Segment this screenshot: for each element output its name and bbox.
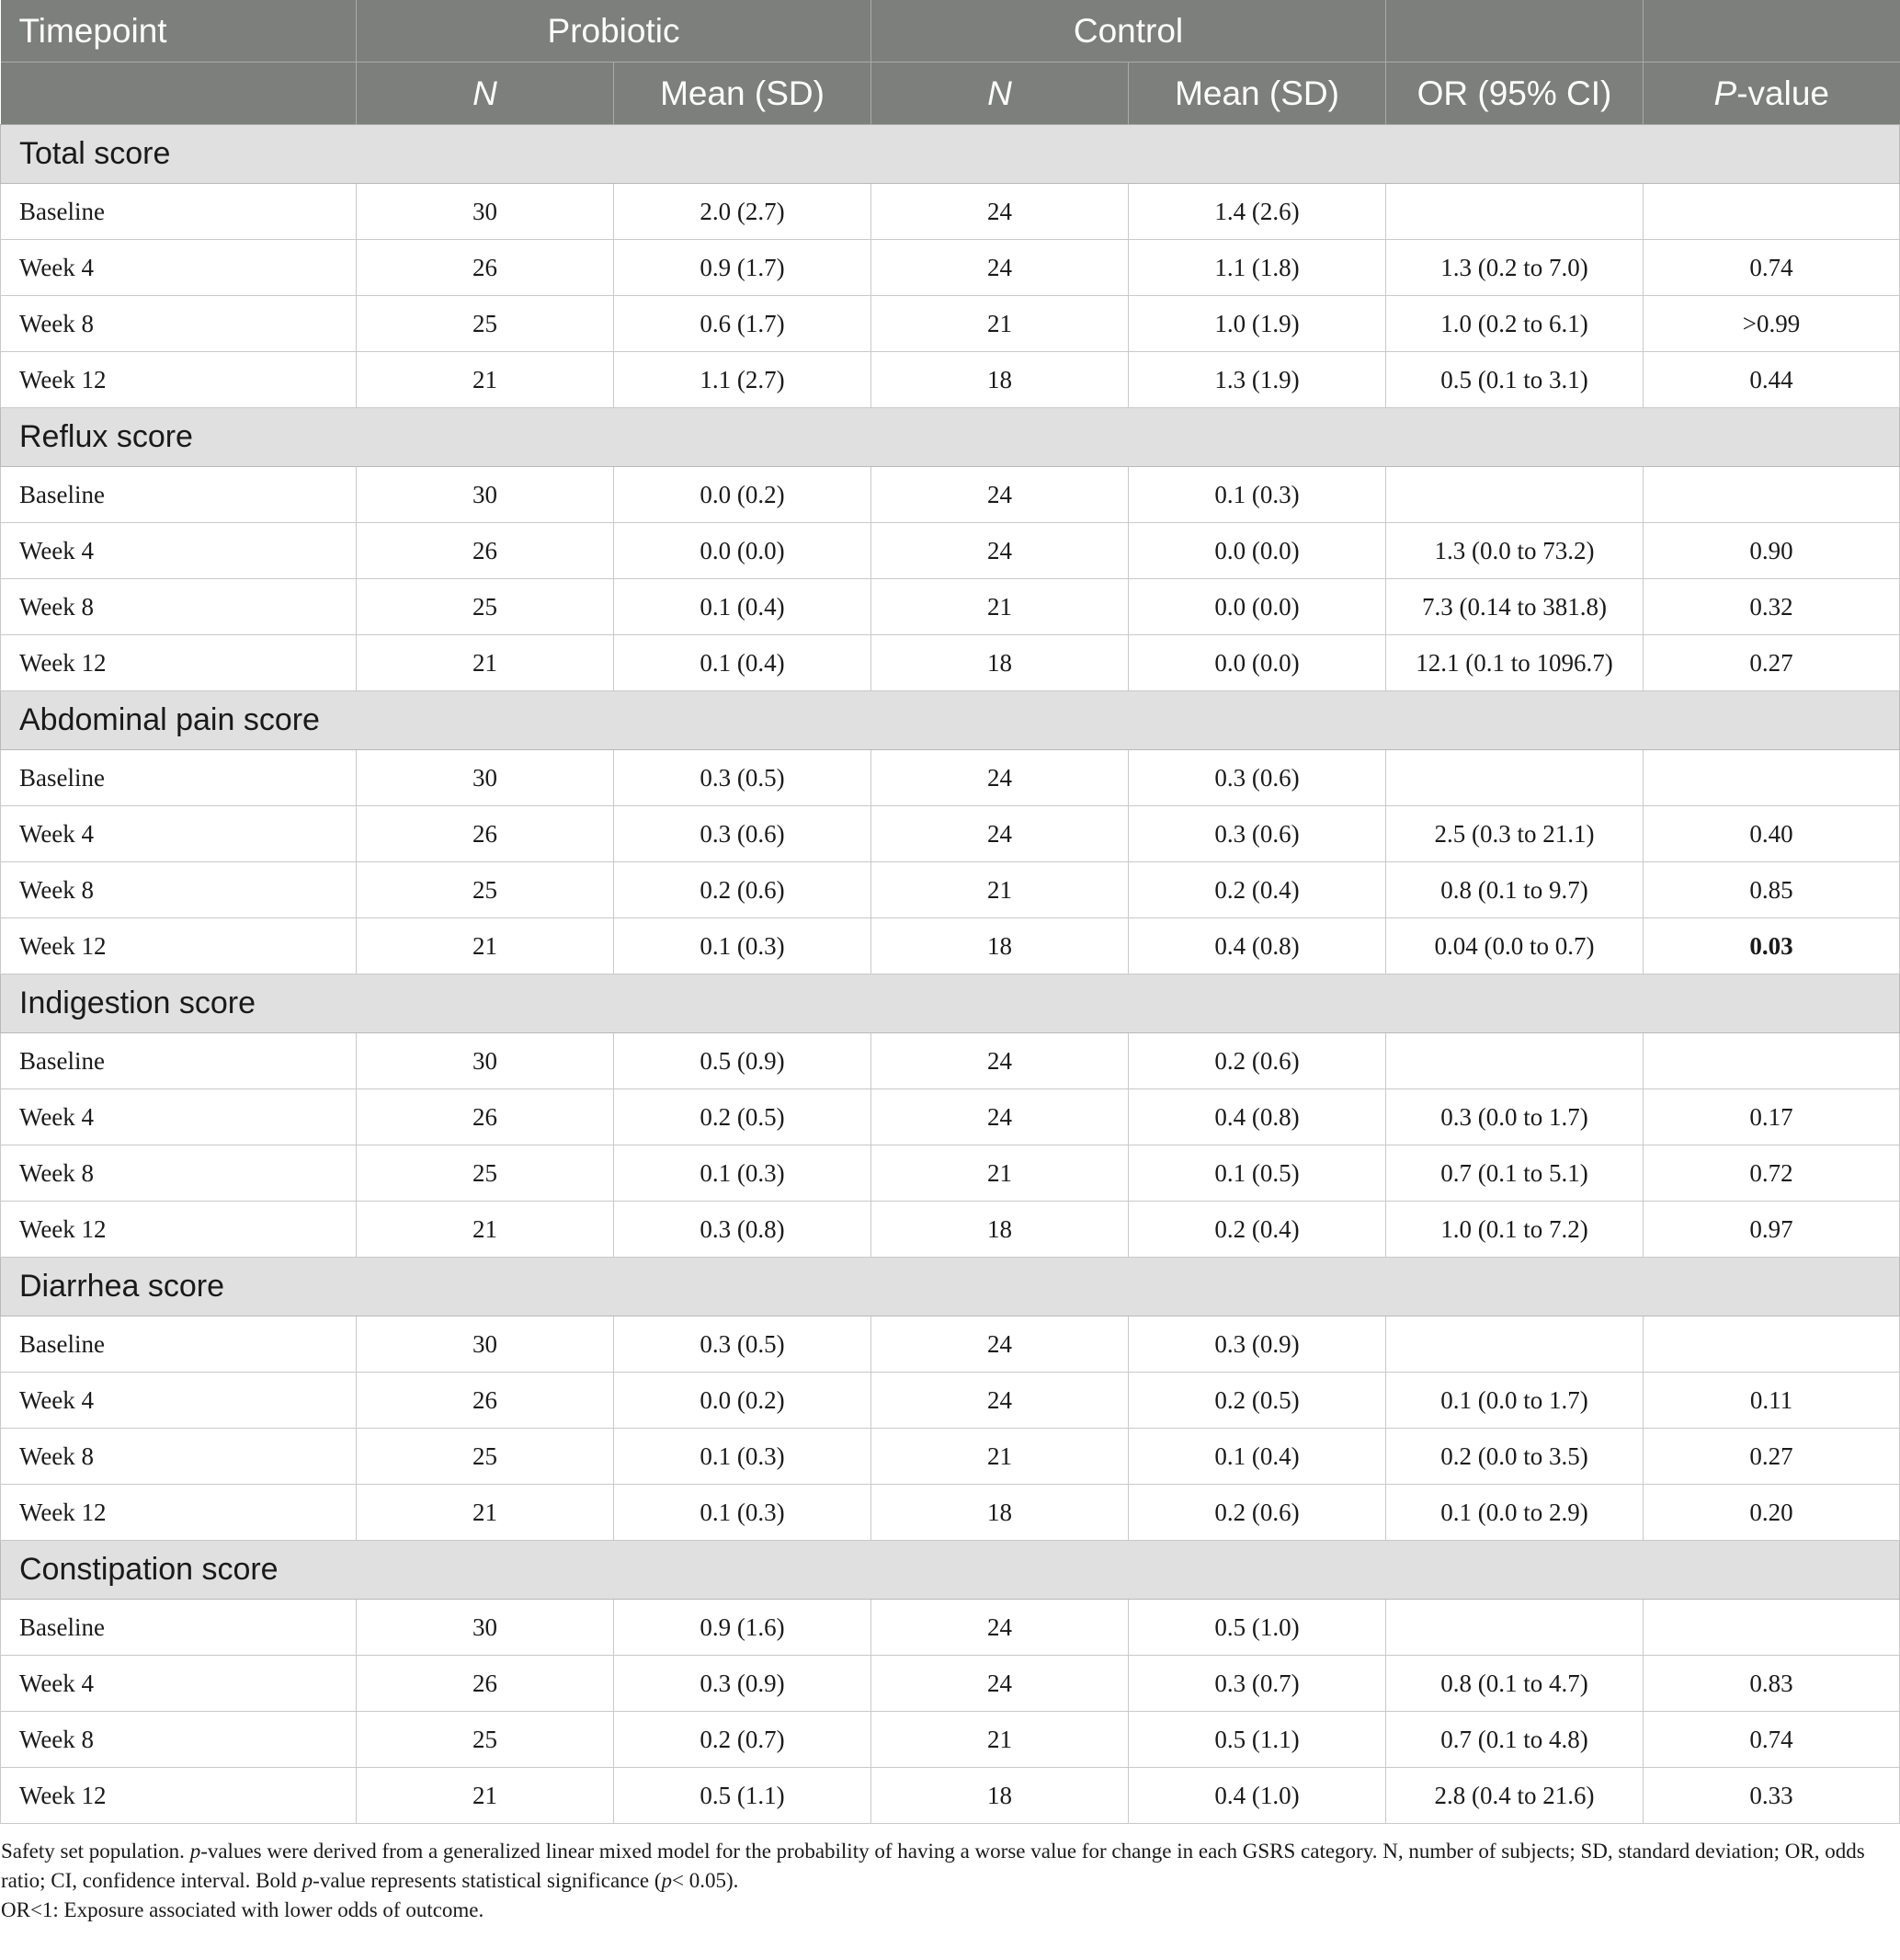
- header-row-groups: [1, 0, 1900, 63]
- probiotic-mean-cell: 0.3 (0.5): [614, 750, 871, 806]
- p-value-cell: 0.74: [1644, 1712, 1900, 1768]
- timepoint-cell: Week 12: [1, 1485, 357, 1541]
- control-n-cell: 21: [871, 1145, 1129, 1202]
- table-row: [1, 1485, 1900, 1541]
- section-title: Reflux score: [1, 408, 1900, 467]
- or-ci-cell: [1386, 1316, 1644, 1373]
- probiotic-mean-cell: 0.1 (0.4): [614, 635, 871, 691]
- footnote-italic-p: p: [301, 1869, 313, 1892]
- probiotic-n-cell: 25: [357, 1429, 614, 1485]
- probiotic-n-cell: 26: [357, 1656, 614, 1712]
- or-ci-cell: 0.8 (0.1 to 4.7): [1386, 1656, 1644, 1712]
- p-value-cell: 0.83: [1644, 1656, 1900, 1712]
- probiotic-n-cell: 26: [357, 1373, 614, 1429]
- timepoint-cell: Baseline: [1, 1600, 357, 1656]
- probiotic-mean-cell: 0.9 (1.7): [614, 240, 871, 296]
- control-mean-cell: 0.3 (0.9): [1129, 1316, 1386, 1373]
- table-row: [1, 1202, 1900, 1258]
- control-mean-cell: 0.4 (0.8): [1129, 918, 1386, 974]
- control-n-cell: 21: [871, 1712, 1129, 1768]
- probiotic-n-cell: 21: [357, 918, 614, 974]
- footnote-line-2: OR<1: Exposure associated with lower odds of outcome.: [1, 1898, 484, 1921]
- control-mean-cell: 0.0 (0.0): [1129, 579, 1386, 635]
- p-value-cell: 0.03: [1644, 918, 1900, 974]
- section-title: Abdominal pain score: [1, 691, 1900, 750]
- timepoint-cell: Week 8: [1, 296, 357, 352]
- probiotic-mean-cell: 0.0 (0.2): [614, 1373, 871, 1429]
- header-probiotic: Probiotic: [357, 0, 871, 63]
- probiotic-n-cell: 21: [357, 1485, 614, 1541]
- control-n-cell: 24: [871, 523, 1129, 579]
- control-mean-cell: 0.1 (0.4): [1129, 1429, 1386, 1485]
- control-n-cell: 24: [871, 1373, 1129, 1429]
- table-row: [1, 1768, 1900, 1824]
- p-value-cell: [1644, 467, 1900, 523]
- probiotic-n-cell: 25: [357, 862, 614, 918]
- section-header-row: [1, 974, 1900, 1033]
- header-control-n: [871, 63, 1129, 125]
- p-value-cell: 0.97: [1644, 1202, 1900, 1258]
- control-n-cell: 24: [871, 1316, 1129, 1373]
- footnote-text: -value represents statistical significance (: [313, 1869, 662, 1892]
- table-row: [1, 579, 1900, 635]
- probiotic-mean-cell: 0.3 (0.9): [614, 1656, 871, 1712]
- timepoint-cell: Week 4: [1, 1373, 357, 1429]
- control-mean-cell: 0.2 (0.6): [1129, 1033, 1386, 1089]
- header-or-ci: OR (95% CI): [1386, 63, 1644, 125]
- probiotic-mean-cell: 0.6 (1.7): [614, 296, 871, 352]
- control-n-cell: 21: [871, 1429, 1129, 1485]
- header-p-rest: -value: [1736, 74, 1829, 112]
- timepoint-cell: Week 12: [1, 352, 357, 408]
- control-n-cell: 18: [871, 1485, 1129, 1541]
- control-n-cell: 18: [871, 1768, 1129, 1824]
- probiotic-n-cell: 21: [357, 1768, 614, 1824]
- p-value-cell: 0.32: [1644, 579, 1900, 635]
- probiotic-n-cell: 30: [357, 1600, 614, 1656]
- section-title: Indigestion score: [1, 974, 1900, 1033]
- probiotic-mean-cell: 0.3 (0.6): [614, 806, 871, 862]
- table-row: [1, 1145, 1900, 1202]
- section-header-row: [1, 125, 1900, 184]
- probiotic-mean-cell: 0.1 (0.3): [614, 918, 871, 974]
- section-title: Diarrhea score: [1, 1258, 1900, 1316]
- control-n-cell: 24: [871, 1033, 1129, 1089]
- probiotic-n-cell: 21: [357, 635, 614, 691]
- table-row: [1, 1656, 1900, 1712]
- footnote-italic-p: p: [661, 1869, 672, 1892]
- control-n-cell: 18: [871, 352, 1129, 408]
- table-row: [1, 635, 1900, 691]
- p-value-cell: [1644, 750, 1900, 806]
- footnote-italic-p: p: [189, 1840, 201, 1863]
- p-value-cell: 0.20: [1644, 1485, 1900, 1541]
- table-row: [1, 1712, 1900, 1768]
- header-control-n-label: N: [987, 74, 1012, 112]
- timepoint-cell: Week 12: [1, 635, 357, 691]
- header-empty-p: [1644, 0, 1900, 63]
- table-body: [1, 125, 1900, 1824]
- probiotic-mean-cell: 0.1 (0.4): [614, 579, 871, 635]
- control-mean-cell: 0.5 (1.0): [1129, 1600, 1386, 1656]
- section-header-row: [1, 691, 1900, 750]
- p-value-cell: 0.74: [1644, 240, 1900, 296]
- control-n-cell: 24: [871, 184, 1129, 240]
- table-row: [1, 1089, 1900, 1145]
- control-mean-cell: 0.4 (0.8): [1129, 1089, 1386, 1145]
- section-header-row: [1, 408, 1900, 467]
- or-ci-cell: [1386, 467, 1644, 523]
- table-row: [1, 1316, 1900, 1373]
- p-value-cell: 0.90: [1644, 523, 1900, 579]
- header-control-mean: Mean (SD): [1129, 63, 1386, 125]
- table-row: [1, 806, 1900, 862]
- or-ci-cell: 0.8 (0.1 to 9.7): [1386, 862, 1644, 918]
- probiotic-n-cell: 25: [357, 1145, 614, 1202]
- control-mean-cell: 0.2 (0.4): [1129, 1202, 1386, 1258]
- probiotic-n-cell: 25: [357, 1712, 614, 1768]
- table-row: [1, 918, 1900, 974]
- probiotic-mean-cell: 0.0 (0.0): [614, 523, 871, 579]
- timepoint-cell: Week 4: [1, 1656, 357, 1712]
- probiotic-mean-cell: 0.0 (0.2): [614, 467, 871, 523]
- timepoint-cell: Baseline: [1, 467, 357, 523]
- timepoint-cell: Baseline: [1, 1033, 357, 1089]
- p-value-cell: 0.11: [1644, 1373, 1900, 1429]
- control-mean-cell: 1.4 (2.6): [1129, 184, 1386, 240]
- p-value-cell: 0.27: [1644, 635, 1900, 691]
- control-n-cell: 24: [871, 1656, 1129, 1712]
- table-footnote: [0, 1824, 1894, 1925]
- control-mean-cell: 1.0 (1.9): [1129, 296, 1386, 352]
- probiotic-mean-cell: 0.9 (1.6): [614, 1600, 871, 1656]
- control-n-cell: 24: [871, 806, 1129, 862]
- header-empty-timepoint: [1, 63, 357, 125]
- footnote-text: Safety set population.: [1, 1840, 190, 1863]
- control-n-cell: 24: [871, 467, 1129, 523]
- or-ci-cell: 2.5 (0.3 to 21.1): [1386, 806, 1644, 862]
- probiotic-n-cell: 30: [357, 750, 614, 806]
- or-ci-cell: 1.3 (0.0 to 73.2): [1386, 523, 1644, 579]
- control-n-cell: 24: [871, 1089, 1129, 1145]
- control-mean-cell: 0.0 (0.0): [1129, 635, 1386, 691]
- or-ci-cell: 0.7 (0.1 to 4.8): [1386, 1712, 1644, 1768]
- timepoint-cell: Week 4: [1, 523, 357, 579]
- or-ci-cell: 12.1 (0.1 to 1096.7): [1386, 635, 1644, 691]
- control-mean-cell: 0.1 (0.5): [1129, 1145, 1386, 1202]
- probiotic-mean-cell: 0.5 (1.1): [614, 1768, 871, 1824]
- control-n-cell: 24: [871, 750, 1129, 806]
- p-value-cell: 0.40: [1644, 806, 1900, 862]
- footnote-line-1: [1, 1837, 1894, 1896]
- control-n-cell: 18: [871, 1202, 1129, 1258]
- table-row: [1, 296, 1900, 352]
- control-mean-cell: 0.4 (1.0): [1129, 1768, 1386, 1824]
- header-timepoint: Timepoint: [1, 0, 357, 63]
- p-value-cell: [1644, 1316, 1900, 1373]
- control-n-cell: 21: [871, 579, 1129, 635]
- or-ci-cell: 2.8 (0.4 to 21.6): [1386, 1768, 1644, 1824]
- timepoint-cell: Week 8: [1, 862, 357, 918]
- control-mean-cell: 1.1 (1.8): [1129, 240, 1386, 296]
- probiotic-mean-cell: 1.1 (2.7): [614, 352, 871, 408]
- probiotic-mean-cell: 0.2 (0.6): [614, 862, 871, 918]
- timepoint-cell: Baseline: [1, 750, 357, 806]
- control-mean-cell: 0.1 (0.3): [1129, 467, 1386, 523]
- probiotic-mean-cell: 0.3 (0.8): [614, 1202, 871, 1258]
- p-value-cell: [1644, 184, 1900, 240]
- control-mean-cell: 0.3 (0.7): [1129, 1656, 1386, 1712]
- control-n-cell: 18: [871, 918, 1129, 974]
- p-value-cell: 0.85: [1644, 862, 1900, 918]
- probiotic-mean-cell: 0.2 (0.5): [614, 1089, 871, 1145]
- table-row: [1, 240, 1900, 296]
- table-row: [1, 184, 1900, 240]
- timepoint-cell: Week 4: [1, 1089, 357, 1145]
- or-ci-cell: [1386, 750, 1644, 806]
- probiotic-n-cell: 21: [357, 352, 614, 408]
- p-value-cell: >0.99: [1644, 296, 1900, 352]
- timepoint-cell: Week 12: [1, 1768, 357, 1824]
- probiotic-n-cell: 30: [357, 184, 614, 240]
- header-probiotic-n: [357, 63, 614, 125]
- probiotic-n-cell: 21: [357, 1202, 614, 1258]
- header-probiotic-n-label: N: [472, 74, 497, 112]
- table-row: [1, 862, 1900, 918]
- probiotic-mean-cell: 0.1 (0.3): [614, 1429, 871, 1485]
- probiotic-n-cell: 30: [357, 1033, 614, 1089]
- table-row: [1, 750, 1900, 806]
- timepoint-cell: Week 8: [1, 1429, 357, 1485]
- p-value-cell: 0.44: [1644, 352, 1900, 408]
- timepoint-cell: Week 4: [1, 806, 357, 862]
- or-ci-cell: [1386, 184, 1644, 240]
- p-value-cell: 0.27: [1644, 1429, 1900, 1485]
- header-probiotic-mean: Mean (SD): [614, 63, 871, 125]
- table-row: [1, 1373, 1900, 1429]
- footnote-text: < 0.05).: [672, 1869, 739, 1892]
- timepoint-cell: Week 8: [1, 579, 357, 635]
- p-value-cell: [1644, 1600, 1900, 1656]
- table-row: [1, 467, 1900, 523]
- probiotic-n-cell: 26: [357, 806, 614, 862]
- timepoint-cell: Week 4: [1, 240, 357, 296]
- probiotic-mean-cell: 0.1 (0.3): [614, 1485, 871, 1541]
- control-mean-cell: 0.3 (0.6): [1129, 806, 1386, 862]
- control-n-cell: 24: [871, 240, 1129, 296]
- control-mean-cell: 0.0 (0.0): [1129, 523, 1386, 579]
- probiotic-n-cell: 26: [357, 1089, 614, 1145]
- or-ci-cell: 1.0 (0.2 to 6.1): [1386, 296, 1644, 352]
- probiotic-mean-cell: 0.5 (0.9): [614, 1033, 871, 1089]
- or-ci-cell: 1.3 (0.2 to 7.0): [1386, 240, 1644, 296]
- section-header-row: [1, 1541, 1900, 1600]
- or-ci-cell: [1386, 1600, 1644, 1656]
- header-control: Control: [871, 0, 1386, 63]
- timepoint-cell: Week 12: [1, 918, 357, 974]
- probiotic-n-cell: 25: [357, 296, 614, 352]
- control-mean-cell: 1.3 (1.9): [1129, 352, 1386, 408]
- table-row: [1, 352, 1900, 408]
- or-ci-cell: 0.04 (0.0 to 0.7): [1386, 918, 1644, 974]
- table-header: [1, 0, 1900, 125]
- probiotic-n-cell: 26: [357, 240, 614, 296]
- control-n-cell: 21: [871, 862, 1129, 918]
- probiotic-mean-cell: 0.3 (0.5): [614, 1316, 871, 1373]
- probiotic-mean-cell: 0.2 (0.7): [614, 1712, 871, 1768]
- section-header-row: [1, 1258, 1900, 1316]
- control-mean-cell: 0.5 (1.1): [1129, 1712, 1386, 1768]
- timepoint-cell: Baseline: [1, 184, 357, 240]
- p-value-cell: [1644, 1033, 1900, 1089]
- table-row: [1, 1429, 1900, 1485]
- section-title: Total score: [1, 125, 1900, 184]
- header-row-columns: [1, 63, 1900, 125]
- timepoint-cell: Week 12: [1, 1202, 357, 1258]
- or-ci-cell: 0.7 (0.1 to 5.1): [1386, 1145, 1644, 1202]
- p-value-cell: 0.33: [1644, 1768, 1900, 1824]
- probiotic-mean-cell: 0.1 (0.3): [614, 1145, 871, 1202]
- or-ci-cell: 0.5 (0.1 to 3.1): [1386, 352, 1644, 408]
- or-ci-cell: 0.3 (0.0 to 1.7): [1386, 1089, 1644, 1145]
- table-row: [1, 1033, 1900, 1089]
- control-n-cell: 24: [871, 1600, 1129, 1656]
- p-value-cell: 0.17: [1644, 1089, 1900, 1145]
- footnote-text: -values were derived from a generalized linear mixed model for the probability of having a worse value for change in each GSRS category. N, number of subjects; SD, standard deviation; OR, odds ratio; CI, confidence interval. Bold: [1, 1840, 1865, 1892]
- table-row: [1, 523, 1900, 579]
- timepoint-cell: Baseline: [1, 1316, 357, 1373]
- header-empty-or: [1386, 0, 1644, 63]
- or-ci-cell: 0.1 (0.0 to 2.9): [1386, 1485, 1644, 1541]
- probiotic-n-cell: 30: [357, 1316, 614, 1373]
- or-ci-cell: [1386, 1033, 1644, 1089]
- or-ci-cell: 0.1 (0.0 to 1.7): [1386, 1373, 1644, 1429]
- control-n-cell: 18: [871, 635, 1129, 691]
- control-mean-cell: 0.2 (0.4): [1129, 862, 1386, 918]
- header-p-value: [1644, 63, 1900, 125]
- table-row: [1, 1600, 1900, 1656]
- header-p-italic: P: [1713, 74, 1737, 112]
- timepoint-cell: Week 8: [1, 1145, 357, 1202]
- control-n-cell: 21: [871, 296, 1129, 352]
- probiotic-n-cell: 30: [357, 467, 614, 523]
- control-mean-cell: 0.2 (0.5): [1129, 1373, 1386, 1429]
- section-title: Constipation score: [1, 1541, 1900, 1600]
- timepoint-cell: Week 8: [1, 1712, 357, 1768]
- probiotic-mean-cell: 2.0 (2.7): [614, 184, 871, 240]
- or-ci-cell: 7.3 (0.14 to 381.8): [1386, 579, 1644, 635]
- or-ci-cell: 0.2 (0.0 to 3.5): [1386, 1429, 1644, 1485]
- probiotic-n-cell: 26: [357, 523, 614, 579]
- control-mean-cell: 0.2 (0.6): [1129, 1485, 1386, 1541]
- p-value-cell: 0.72: [1644, 1145, 1900, 1202]
- probiotic-n-cell: 25: [357, 579, 614, 635]
- or-ci-cell: 1.0 (0.1 to 7.2): [1386, 1202, 1644, 1258]
- control-mean-cell: 0.3 (0.6): [1129, 750, 1386, 806]
